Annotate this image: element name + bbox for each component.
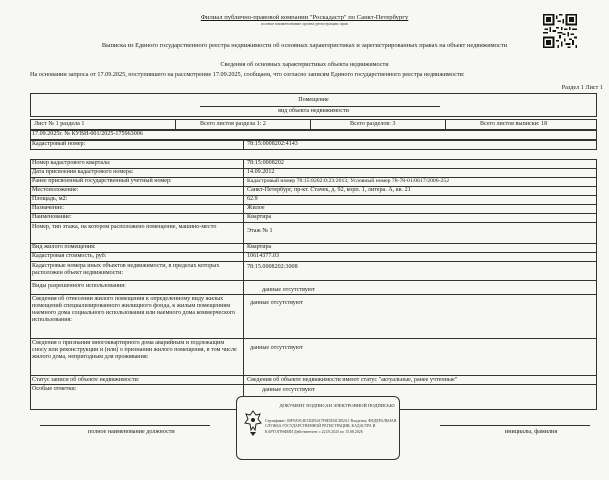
- row-value: Кадастровый номер 78:15:8202:0:23:2013; Условный номер 78-78-01/0617/2006-252: [247, 178, 450, 184]
- row-value: данные отсутствуют: [250, 300, 303, 306]
- row-label: Особые отметки:: [32, 386, 77, 392]
- row-value: 14.09.2012: [247, 169, 275, 175]
- total-sections: Всего разделов: 3: [350, 121, 396, 127]
- object-type: Помещение: [298, 97, 329, 103]
- position-caption: полное наименование должности: [88, 429, 175, 435]
- electronic-signature-stamp: [236, 396, 400, 460]
- row-label: Номер, тип этажа, на котором расположено помещение, машино-место: [32, 224, 217, 230]
- row-label: Статус записи об объекте недвижимости:: [32, 377, 140, 383]
- document-subtitle: Сведения об основных характеристиках объекта недвижимости: [220, 61, 389, 68]
- row-value: Жилое: [247, 205, 265, 211]
- row-value: Санкт-Петербург, пр-кт. Стачек, д. 92, корп. 1, литера. А, кв. 21: [247, 187, 411, 193]
- row-value: Этаж № 1: [247, 228, 273, 234]
- sheet-number: Лист № 1 раздела 1: [34, 121, 85, 127]
- name-caption: инициалы, фамилия: [505, 429, 558, 435]
- total-sheets-extract: Всего листов выписки: 18: [480, 121, 548, 127]
- object-type-caption: вид объекта недвижимости: [278, 108, 349, 114]
- section-sheet-label: Раздел 1 Лист 1: [561, 84, 603, 91]
- extract-id: 17.09.2025г. № КУВИ-001/2025-175963006: [32, 131, 143, 137]
- row-label: Местоположение:: [32, 187, 79, 193]
- row-value: 78:15:0008202: [247, 160, 284, 166]
- row-value: 10614377.03: [247, 253, 279, 259]
- row-label: Вид жилого помещения:: [32, 244, 96, 250]
- cadastral-label: Кадастровый номер:: [32, 141, 86, 147]
- row-value: Квартира: [247, 244, 272, 250]
- row-value: данные отсутствуют: [262, 287, 315, 293]
- row-value: Сведения об объекте недвижимости имеют статус "актуальные, ранее учтенные": [247, 377, 458, 383]
- coat-of-arms-icon: [244, 409, 262, 437]
- row-label: Ранее присвоенный государственный учетный номер:: [32, 178, 172, 184]
- basis-statement: На основании запроса от 17.09.2025, поступившего на рассмотрение 17.09.2025, сообщаем, что согласно записям Единого государственного реестра недвижимости:: [30, 71, 465, 78]
- row-label: Номер кадастрового квартала:: [32, 160, 111, 166]
- row-value: 62.9: [247, 196, 258, 202]
- organization-name: Филиал публично-правовой компании "Роскадастр" по Санкт-Петербургу: [200, 14, 409, 21]
- row-label: Виды разрешенного использования:: [32, 283, 126, 289]
- total-sheets-section: Всего листов раздела 1: 2: [200, 121, 266, 127]
- row-value: данные отсутствуют: [262, 387, 315, 393]
- row-label: Наименование:: [32, 214, 72, 220]
- cadastral-value: 78:15:0008202:4143: [247, 141, 298, 147]
- row-label: Кадастровая стоимость, руб:: [32, 253, 107, 259]
- row-label: Дата присвоения кадастрового номера:: [32, 169, 134, 175]
- row-label: Сведения о признании многоквартирного дома аварийным и подлежащим сносу или реконструкции и (или) о признании жилого помещения, в том числе жилого дома, непригодным для проживания:: [32, 340, 237, 360]
- row-value: данные отсутствуют: [250, 345, 303, 351]
- organization-caption: полное наименование органа регистрации прав: [261, 21, 348, 26]
- row-value: 78:15.0008202:3008: [247, 264, 298, 270]
- row-label: Сведения об отнесении жилого помещения к определенному виду жилых помещений специализированного жилищного фонда, к жилым помещениям наемного дома социального использования или наемного дома коммерческого использования:: [32, 296, 236, 323]
- stamp-title: ДОКУМЕНТ ПОДПИСАН ЭЛЕКТРОННОЙ ПОДПИСЬЮ: [279, 403, 395, 408]
- stamp-details: Сертификат: 00F9A9C4E1D2B3A7F6E5D4C3B2A1 Владелец: ФЕДЕРАЛЬНАЯ СЛУЖБА ГОСУДАРСТВЕННОЙ РЕГИСТРАЦИИ, КАДАСТРА И КАРТОГРАФИИ Действителен: с 22.05.2025 по 15.08.2026: [265, 419, 397, 434]
- cadastral-row: [30, 140, 597, 150]
- document-title: Выписка из Единого государственного реестра недвижимости об основных характеристиках и зарегистрированных правах на объект недвижимости: [101, 42, 508, 49]
- row-label: Кадастровые номера иных объектов недвижимости, в пределах которых расположен объект недвижимости:: [32, 263, 220, 276]
- row-label: Площадь, м2:: [32, 196, 68, 202]
- row-value: Квартира: [247, 214, 272, 220]
- row-label: Назначение:: [32, 205, 64, 211]
